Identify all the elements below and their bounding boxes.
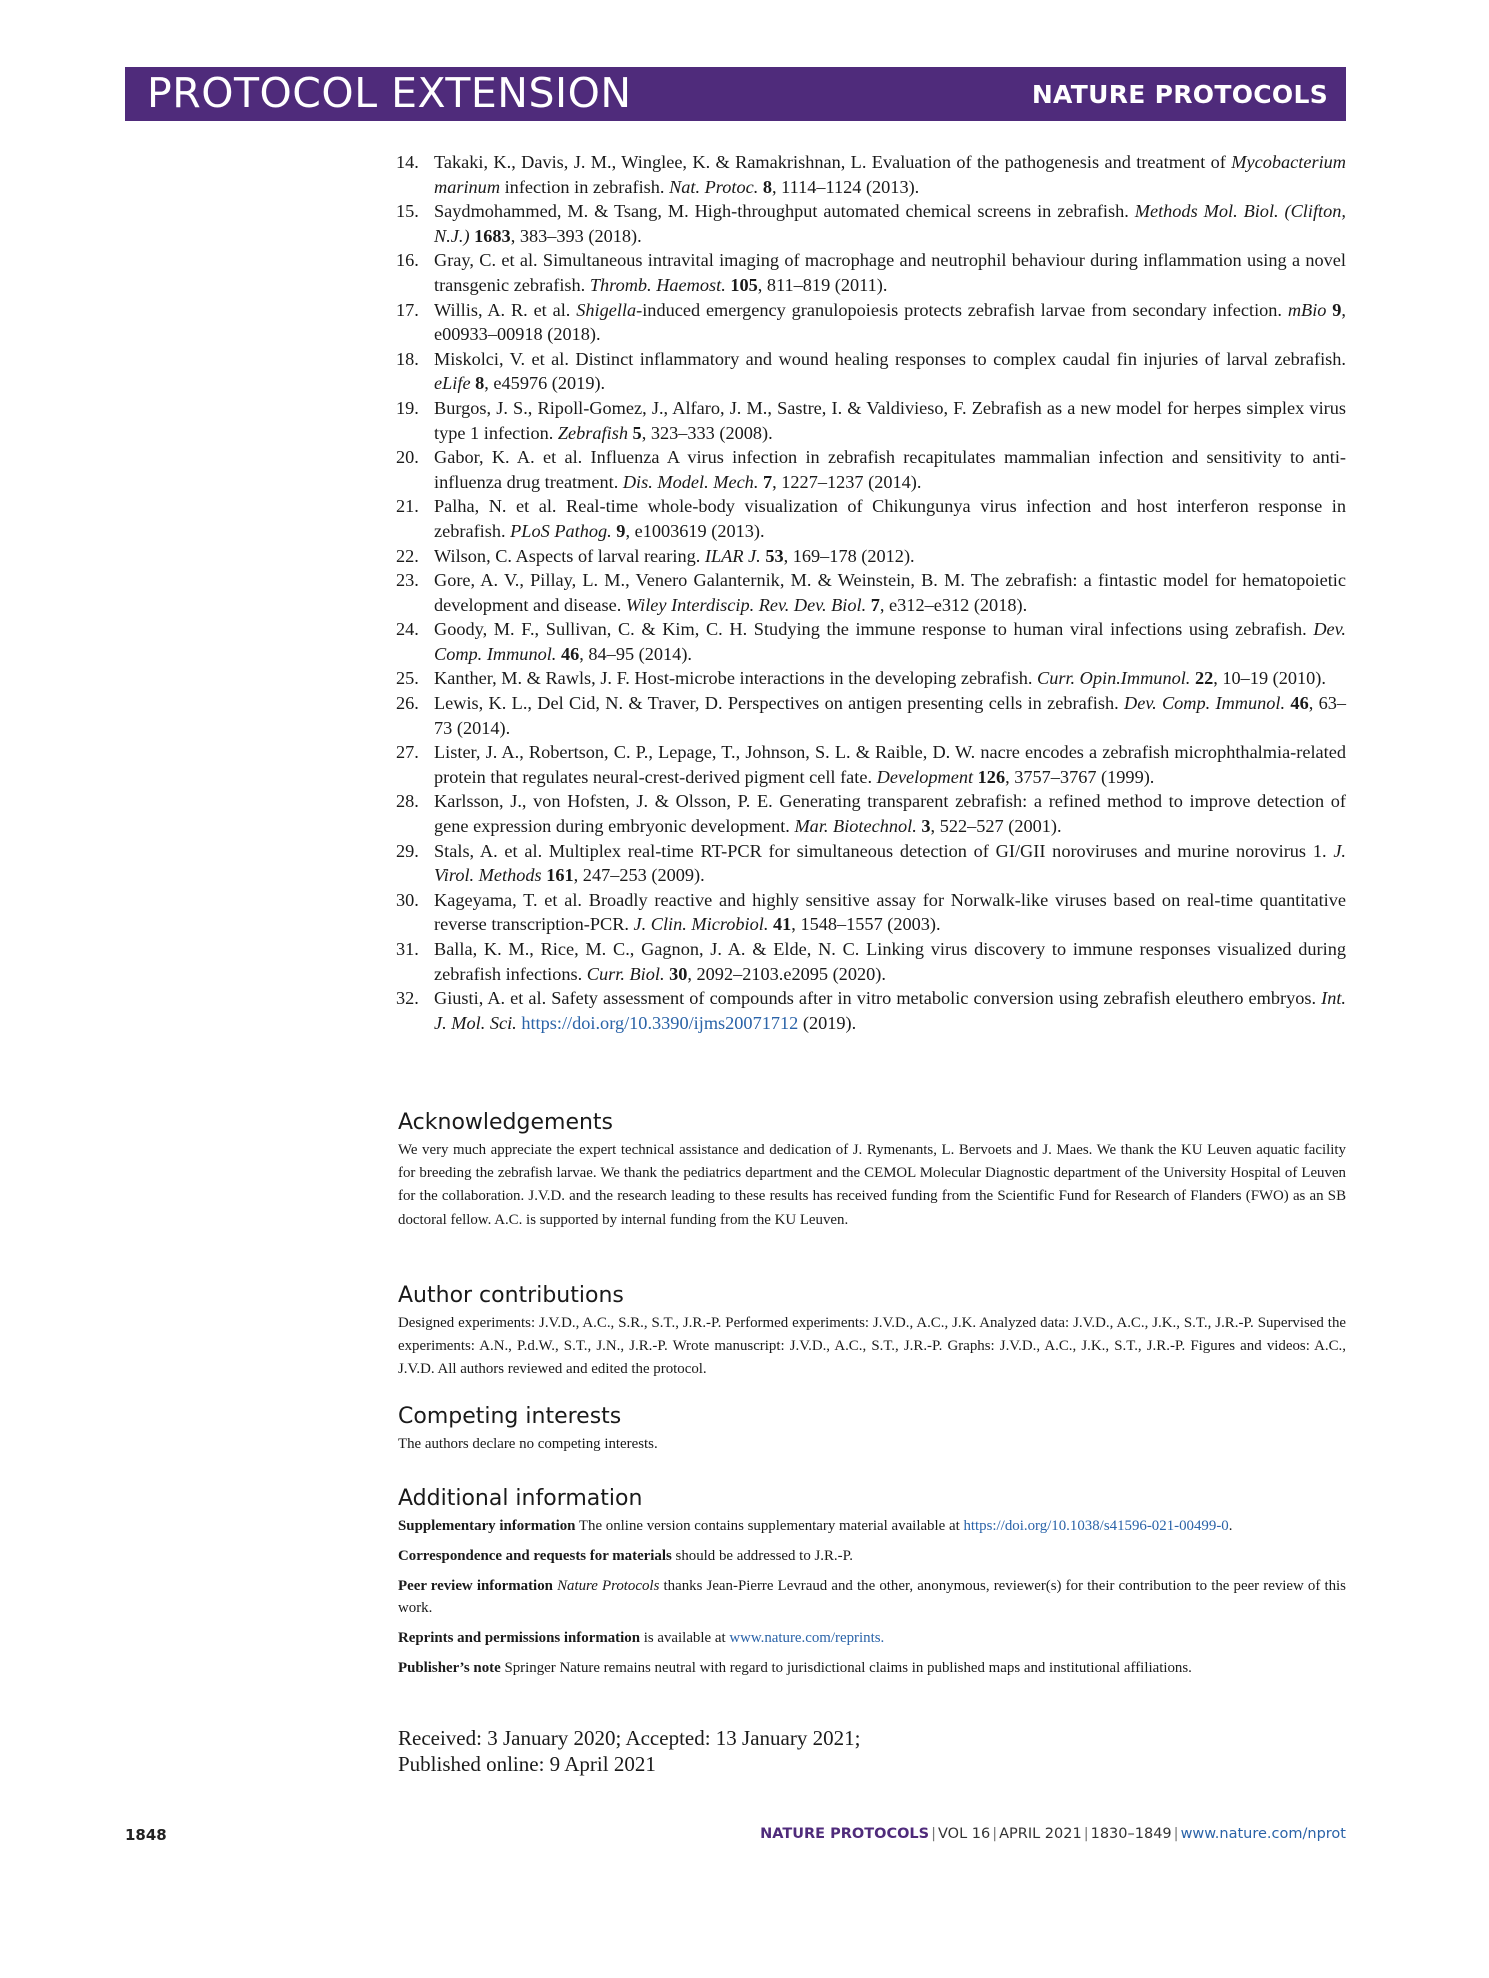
- reference-segment: , 10–19 (2010).: [1213, 668, 1326, 689]
- reference-segment: Lister, J. A., Robertson, C. P., Lepage, T., Johnson, S. L. & Raible, D. W. nacre encodes a zebrafish microphthalmia-related protein that regulates neural-crest-derived pigment cell fate.: [434, 742, 1346, 787]
- reference-number: 31.: [396, 939, 419, 959]
- publisher-note-label: Publisher’s note: [398, 1660, 501, 1676]
- reference-segment: , e00933–00918 (2018).: [434, 299, 1346, 345]
- reference-segment: , 84–95 (2014).: [579, 643, 692, 664]
- reference-number: 15.: [396, 201, 419, 222]
- reference-segment: Miskolci, V. et al. Distinct inflammatory and wound healing responses to complex caudal fin injuries of larval zebrafish.: [434, 348, 1346, 369]
- reference-item: [396, 347, 1346, 396]
- reference-volume: 9: [1332, 299, 1342, 320]
- peer-review-label: Peer review information: [398, 1578, 553, 1594]
- supplementary-info: [398, 1515, 1346, 1537]
- reference-text: [434, 839, 1346, 888]
- supplementary-link[interactable]: https://doi.org/10.1038/s41596-021-00499-0: [963, 1518, 1229, 1534]
- reference-italic-text: Mycobacterium marinum: [434, 152, 1346, 197]
- peer-review-journal: Nature Protocols: [557, 1578, 660, 1594]
- journal-name: NATURE PROTOCOLS: [1031, 80, 1328, 109]
- footer-citation: [760, 1826, 1346, 1842]
- reference-number: 26.: [396, 693, 419, 714]
- reference-item: [396, 494, 1346, 543]
- acknowledgements-section: [398, 1110, 1346, 1232]
- received-accepted-dates: Received: 3 January 2020; Accepted: 13 January 2021;: [398, 1726, 861, 1750]
- reference-item: [396, 445, 1346, 494]
- correspondence-info: [398, 1545, 1346, 1567]
- reprints-label: Reprints and permissions information: [398, 1630, 640, 1646]
- reference-segment: , 323–333 (2008).: [641, 422, 773, 443]
- correspondence-label: Correspondence and requests for materials: [398, 1548, 672, 1564]
- reference-item: [396, 568, 1346, 617]
- reference-italic-text: Wiley Interdiscip. Rev. Dev. Biol.: [625, 594, 867, 615]
- reference-item: [396, 396, 1346, 445]
- reference-volume: 126: [977, 766, 1006, 787]
- reference-italic-text: eLife: [434, 373, 471, 394]
- reference-item: [396, 248, 1346, 297]
- reference-segment: Lewis, K. L., Del Cid, N. & Traver, D. Perspectives on antigen presenting cells in zebrafish.: [434, 693, 1124, 714]
- reference-volume: 41: [773, 914, 792, 935]
- reference-segment: Gray, C. et al. Simultaneous intravital imaging of macrophage and neutrophil behaviour during inflammation using a novel transgenic zebrafish.: [434, 250, 1346, 295]
- reference-text: [434, 494, 1346, 543]
- reference-segment: , 811–819 (2011).: [757, 274, 888, 295]
- publisher-note: [398, 1657, 1346, 1679]
- reference-segment: , 3757–3767 (1999).: [1005, 766, 1155, 787]
- footer-separator: |: [1173, 1826, 1179, 1842]
- reference-italic-text: PLoS Pathog.: [510, 520, 612, 541]
- reference-item: [396, 617, 1346, 666]
- reference-segment: Karlsson, J., von Hofsten, J. & Olsson, P. E. Generating transparent zebrafish: a refined method to improve detection of gene expression during embryonic development.: [434, 791, 1346, 837]
- reprints-text: is available at: [640, 1630, 730, 1646]
- reference-segment: Stals, A. et al. Multiplex real-time RT-PCR for simultaneous detection of GI/GII noroviruses and murine norovirus 1.: [434, 840, 1334, 861]
- reference-italic-text: Mar. Biotechnol.: [794, 816, 917, 837]
- reference-text: [434, 986, 1346, 1035]
- reference-segment: Kanther, M. & Rawls, J. F. Host-microbe interactions in the developing zebrafish.: [434, 668, 1037, 689]
- acknowledgements-title: Acknowledgements: [398, 1110, 614, 1135]
- reference-segment: (2019).: [798, 1012, 857, 1033]
- reference-item: [396, 789, 1346, 838]
- competing-interests-title: Competing interests: [398, 1404, 622, 1429]
- header-bar: [125, 67, 1346, 121]
- reference-text: [434, 298, 1346, 347]
- footer-separator: |: [1083, 1826, 1089, 1842]
- reference-text: [434, 568, 1346, 617]
- footer-journal: NATURE PROTOCOLS: [760, 1826, 930, 1842]
- reference-item: [396, 544, 1346, 569]
- reference-segment: Balla, K. M., Rice, M. C., Gagnon, J. A. & Elde, N. C. Linking virus discovery to immune responses visualized during zebrafish infections.: [434, 939, 1346, 984]
- reprints-info: [398, 1627, 1346, 1649]
- reference-italic-text: Zebrafish: [557, 422, 628, 443]
- reference-text: [434, 691, 1346, 740]
- reference-volume: 9: [616, 520, 626, 541]
- reference-item: [396, 986, 1346, 1035]
- reference-segment: , 247–253 (2009).: [573, 865, 705, 886]
- reference-volume: 7: [870, 594, 880, 615]
- reference-number: 28.: [396, 791, 419, 812]
- author-contributions-section: [398, 1283, 1346, 1382]
- reference-number: 17.: [396, 299, 419, 320]
- reference-italic-text: Nat. Protoc.: [669, 176, 759, 197]
- reference-volume: 1683: [474, 225, 511, 246]
- reference-text: [434, 789, 1346, 838]
- competing-interests-section: [398, 1404, 1346, 1456]
- reference-item: [396, 937, 1346, 986]
- reference-italic-text: Development: [876, 766, 974, 787]
- reference-number: 16.: [396, 250, 419, 271]
- reference-segment: , 63–73 (2014).: [434, 693, 1347, 738]
- correspondence-text: should be addressed to J.R.-P.: [671, 1548, 853, 1564]
- footer-separator: |: [992, 1826, 998, 1842]
- reference-item: [396, 839, 1346, 888]
- reference-italic-text: Curr. Biol.: [586, 963, 665, 984]
- reference-segment: Gabor, K. A. et al. Influenza A virus infection in zebrafish recapitulates mammalian infection and sensitivity to anti-influenza drug treatment.: [434, 447, 1346, 492]
- page-number: 1848: [125, 1826, 167, 1844]
- reference-segment: , e1003619 (2013).: [625, 520, 765, 541]
- footer-url[interactable]: www.nature.com/nprot: [1180, 1826, 1346, 1842]
- reference-text: [434, 150, 1346, 199]
- reference-text: [434, 666, 1346, 691]
- reference-segment: Burgos, J. S., Ripoll-Gomez, J., Alfaro, J. M., Sastre, I. & Valdivieso, F. Zebrafish as a new model for herpes simplex virus type 1 infection.: [434, 397, 1346, 443]
- reference-italic-text: mBio: [1287, 299, 1327, 320]
- reference-volume: 7: [762, 471, 773, 492]
- reference-item: [396, 150, 1346, 199]
- reference-italic-text: Thromb. Haemost.: [589, 274, 726, 295]
- reference-segment: Goody, M. F., Sullivan, C. & Kim, C. H. Studying the immune response to human viral infections using zebrafish.: [434, 619, 1314, 640]
- reference-italic-text: Methods Mol. Biol. (Clifton, N.J.): [434, 201, 1346, 246]
- reference-segment: , 522–527 (2001).: [930, 816, 1062, 837]
- section-label: PROTOCOL EXTENSION: [147, 69, 632, 117]
- supplementary-end: .: [1228, 1518, 1233, 1534]
- reference-volume: 46: [1290, 693, 1309, 714]
- reference-item: [396, 740, 1346, 789]
- footer-date: APRIL 2021: [999, 1826, 1082, 1842]
- reference-volume: 22: [1194, 668, 1214, 689]
- reference-volume: 161: [546, 865, 574, 886]
- reference-number: 18.: [396, 348, 419, 369]
- reference-number: 25.: [396, 668, 419, 689]
- additional-information-section: [398, 1486, 1346, 1687]
- acknowledgements-body: We very much appreciate the expert technical assistance and dedication of J. Rymenants, L. Bervoets and J. Maes. We thank the KU Leuven aquatic facility for breeding the zebrafish larvae. We thank the pediatrics department and the CEMOL Molecular Diagnostic department of the University Hospital of Leuven for the collaboration. J.V.D. and the research leading to these results has received funding from the Scientific Fund for Research of Flanders (FWO) as an SB doctoral fellow. A.C. is supported by internal funding from the KU Leuven.: [398, 1142, 1346, 1228]
- reference-segment: Palha, N. et al. Real-time whole-body visualization of Chikungunya virus infection and host interferon response in zebrafish.: [434, 496, 1346, 541]
- published-date: Published online: 9 April 2021: [398, 1752, 656, 1776]
- publication-dates: [398, 1725, 860, 1777]
- reference-volume: 46: [560, 643, 580, 664]
- reference-segment: , 169–178 (2012).: [783, 545, 915, 566]
- peer-review-info: [398, 1575, 1346, 1619]
- reference-segment: , 1548–1557 (2003).: [791, 914, 941, 935]
- reference-number: 20.: [396, 447, 419, 468]
- reference-segment: Kageyama, T. et al. Broadly reactive and highly sensitive assay for Norwalk-like viruses based on real-time quantitative reverse transcription-PCR.: [434, 889, 1346, 935]
- reference-text: [434, 740, 1346, 789]
- reference-text: [434, 937, 1346, 986]
- reference-italic-text: Shigella: [576, 299, 637, 320]
- reference-volume: 30: [669, 963, 688, 984]
- peer-review-text: thanks Jean-Pierre Levraud and the other, anonymous, reviewer(s) for their contribution to the peer review of this work.: [398, 1578, 1346, 1616]
- reference-segment: Giusti, A. et al. Safety assessment of compounds after in vitro metabolic conversion using zebrafish eleuthero embryos.: [434, 988, 1322, 1009]
- reference-segment: , 1227–1237 (2014).: [772, 471, 922, 492]
- reference-segment: , 1114–1124 (2013).: [772, 176, 920, 197]
- supplementary-label: Supplementary information: [398, 1518, 576, 1534]
- reference-number: 24.: [396, 619, 419, 640]
- reference-segment: , e45976 (2019).: [484, 373, 606, 394]
- reference-segment: infection in zebrafish.: [500, 176, 670, 197]
- reference-italic-text: Dis. Model. Mech.: [622, 471, 759, 492]
- reference-text: [434, 248, 1346, 297]
- reference-volume: 105: [730, 274, 758, 295]
- reference-segment: Saydmohammed, M. & Tsang, M. High-throughput automated chemical screens in zebrafish.: [434, 201, 1135, 222]
- reference-segment: -induced emergency granulopoiesis protects zebrafish larvae from secondary infection.: [636, 299, 1288, 320]
- reference-number: 14.: [396, 152, 419, 172]
- competing-interests-body: The authors declare no competing interests.: [398, 1436, 658, 1452]
- footer-separator: |: [931, 1826, 936, 1842]
- reference-list: [396, 150, 1346, 1035]
- reference-volume: 3: [921, 816, 931, 837]
- reference-item: [396, 666, 1346, 691]
- reference-italic-text: Dev. Comp. Immunol.: [434, 619, 1346, 664]
- reference-segment: Wilson, C. Aspects of larval rearing.: [434, 545, 705, 566]
- author-contributions-title: Author contributions: [398, 1283, 624, 1308]
- reference-segment: , 383–393 (2018).: [510, 225, 642, 246]
- reference-item: [396, 691, 1346, 740]
- reference-italic-text: Curr. Opin.Immunol.: [1037, 668, 1191, 689]
- reference-segment: , 2092–2103.e2095 (2020).: [687, 963, 886, 984]
- reference-text: [434, 544, 1346, 569]
- reference-text: [434, 445, 1346, 494]
- reference-number: 27.: [396, 742, 419, 763]
- reference-text: [434, 396, 1346, 445]
- reference-number: 21.: [396, 496, 419, 517]
- footer-volume: VOL 16: [938, 1826, 991, 1842]
- reference-segment: Willis, A. R. et al.: [434, 299, 577, 320]
- reference-volume: 8: [762, 176, 772, 197]
- reference-segment: Gore, A. V., Pillay, L. M., Venero Galanternik, M. & Weinstein, B. M. The zebrafish: a fintastic model for hematopoietic development and disease.: [434, 570, 1346, 615]
- reference-number: 30.: [396, 889, 419, 910]
- publisher-note-text: Springer Nature remains neutral with regard to jurisdictional claims in published maps and institutional affiliations.: [500, 1660, 1192, 1676]
- reference-number: 32.: [396, 988, 419, 1009]
- reference-italic-text: Dev. Comp. Immunol.: [1124, 693, 1286, 714]
- reference-doi-link[interactable]: https://doi.org/10.3390/ijms20071712: [521, 1012, 799, 1033]
- reference-item: [396, 298, 1346, 347]
- reference-segment: , e312–e312 (2018).: [879, 594, 1028, 615]
- additional-information-title: Additional information: [398, 1486, 643, 1511]
- reference-item: [396, 888, 1346, 937]
- reference-number: 29.: [396, 840, 419, 861]
- reference-italic-text: Int. J. Mol. Sci.: [434, 988, 1346, 1033]
- reference-volume: 5: [632, 422, 642, 443]
- reference-volume: 53: [765, 545, 784, 566]
- reference-number: 22.: [396, 545, 419, 566]
- author-contributions-body: Designed experiments: J.V.D., A.C., S.R., S.T., J.R.-P. Performed experiments: J.V.D., A.C., J.K. Analyzed data: J.V.D., A.C., J.K., S.T., J.R.-P. Supervised the experiments: A.N., P.d.W., S.T., J.N., J.R.-P. Wrote manuscript: J.V.D., A.C., S.T., J.R.-P. Graphs: J.V.D., A.C., J.K., S.T., J.R.-P. Figures and videos: A.C., J.V.D. All authors reviewed and edited the protocol.: [398, 1315, 1346, 1378]
- reference-text: [434, 199, 1346, 248]
- reference-segment: Takaki, K., Davis, J. M., Winglee, K. & Ramakrishnan, L. Evaluation of the pathogenesis and treatment of: [434, 152, 1232, 172]
- reference-volume: 8: [475, 373, 485, 394]
- reprints-link[interactable]: www.nature.com/reprints.: [729, 1630, 885, 1646]
- reference-item: [396, 199, 1346, 248]
- reference-text: [434, 617, 1346, 666]
- reference-italic-text: ILAR J.: [704, 545, 761, 566]
- reference-italic-text: J. Clin. Microbiol.: [633, 914, 769, 935]
- supplementary-text: The online version contains supplementary material available at: [575, 1518, 964, 1534]
- reference-text: [434, 347, 1346, 396]
- reference-number: 19.: [396, 397, 419, 418]
- reference-text: [434, 888, 1346, 937]
- footer-pages: 1830–1849: [1090, 1826, 1172, 1842]
- reference-number: 23.: [396, 570, 419, 591]
- reference-italic-text: J. Virol. Methods: [434, 840, 1346, 886]
